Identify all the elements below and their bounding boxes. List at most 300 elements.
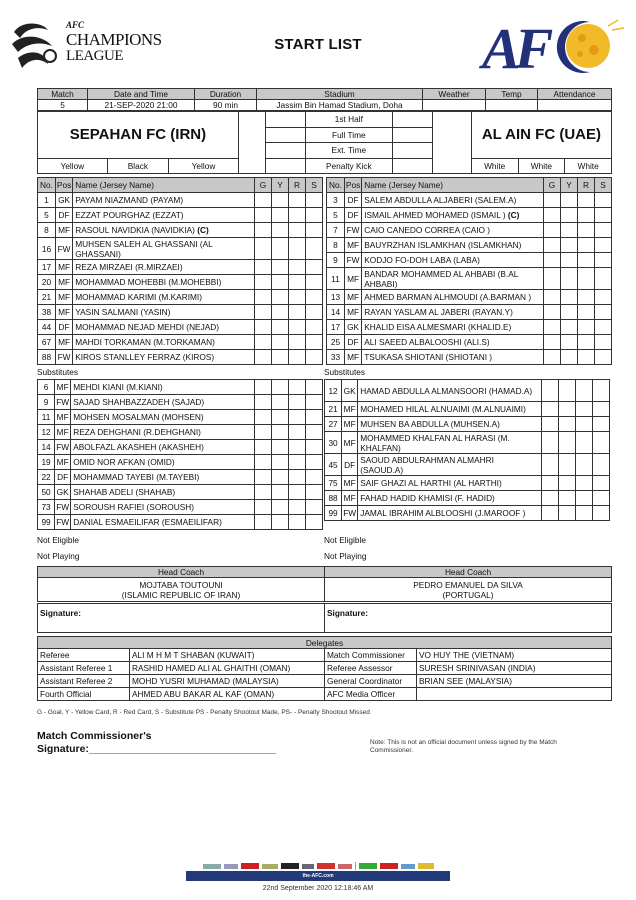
goal-cell bbox=[255, 305, 272, 320]
away-head-coach bbox=[325, 578, 612, 602]
away-kit-shirt: White bbox=[471, 158, 518, 174]
player-position: DF bbox=[55, 320, 72, 335]
delegate-row bbox=[38, 649, 612, 662]
away-substitutes-label: Substitutes bbox=[324, 367, 366, 377]
substitute-cell bbox=[594, 320, 611, 335]
player-name: AHMED BARMAN ALHMOUDI (A.BARMAN ) bbox=[362, 290, 544, 305]
red-card-cell bbox=[578, 320, 595, 335]
player-position: FW bbox=[55, 395, 71, 410]
header-duration: Duration bbox=[195, 89, 257, 100]
player-position: MF bbox=[342, 491, 358, 506]
yellow-card-cell bbox=[271, 470, 288, 485]
goal-cell bbox=[254, 410, 271, 425]
away-not-playing-label: Not Playing bbox=[324, 551, 367, 561]
yellow-card-cell bbox=[271, 440, 288, 455]
col-goal: G bbox=[544, 178, 561, 193]
substitute-cell bbox=[305, 320, 322, 335]
substitute-cell bbox=[305, 305, 322, 320]
col-no: No. bbox=[327, 178, 345, 193]
yellow-card-cell bbox=[271, 455, 288, 470]
substitute-cell bbox=[305, 223, 322, 238]
player-name bbox=[362, 208, 544, 223]
red-card-cell bbox=[288, 455, 305, 470]
header-stadium: Stadium bbox=[257, 89, 423, 100]
delegate-row bbox=[38, 675, 612, 688]
player-position: MF bbox=[344, 290, 361, 305]
home-ext-time-score bbox=[265, 143, 305, 159]
player-name: ALI SAEED ALBALOOSHI (ALI.S) bbox=[362, 335, 544, 350]
player-position: MF bbox=[55, 290, 72, 305]
red-card-cell bbox=[578, 238, 595, 253]
yellow-card-cell bbox=[272, 275, 289, 290]
substitute-cell bbox=[305, 440, 322, 455]
delegate-role: Assistant Referee 1 bbox=[38, 662, 130, 675]
period-penalty-kick: Penalty Kick bbox=[305, 158, 392, 174]
legend-text: G - Goal, Y - Yellow Card, R - Red Card, S - Substitute PS - Penalty Shootout Made, PS- - Penalty Shootout Missed bbox=[37, 709, 370, 716]
player-row bbox=[38, 395, 323, 410]
player-position: MF bbox=[342, 432, 358, 454]
player-number: 21 bbox=[38, 290, 56, 305]
substitute-cell bbox=[594, 305, 611, 320]
col-red: R bbox=[289, 178, 306, 193]
goal-cell bbox=[544, 238, 561, 253]
player-row bbox=[38, 223, 323, 238]
yellow-card-cell bbox=[561, 290, 578, 305]
substitute-cell bbox=[594, 335, 611, 350]
away-not-eligible-label: Not Eligible bbox=[324, 535, 366, 545]
player-number: 17 bbox=[327, 320, 345, 335]
player-number: 8 bbox=[327, 238, 345, 253]
red-card-cell bbox=[575, 402, 592, 417]
delegate-role: Referee bbox=[38, 649, 130, 662]
yellow-card-cell bbox=[272, 193, 289, 208]
player-row bbox=[327, 208, 612, 223]
player-number: 33 bbox=[327, 350, 345, 365]
player-number: 3 bbox=[327, 193, 345, 208]
player-row bbox=[327, 223, 612, 238]
sponsor-logo bbox=[302, 864, 314, 869]
header-temp: Temp bbox=[486, 89, 538, 100]
player-name: SAJAD SHAHBAZZADEH (SAJAD) bbox=[71, 395, 254, 410]
goal-cell bbox=[544, 350, 561, 365]
player-name: EZZAT POURGHAZ (EZZAT) bbox=[73, 208, 255, 223]
yellow-card-cell bbox=[272, 238, 289, 260]
substitute-cell bbox=[305, 193, 322, 208]
player-name: HAMAD ABDULLA ALMANSOORI (HAMAD.A) bbox=[358, 380, 541, 402]
captain-badge: (C) bbox=[507, 210, 520, 220]
substitute-cell bbox=[305, 470, 322, 485]
red-card-cell bbox=[289, 275, 306, 290]
player-number: 13 bbox=[327, 290, 345, 305]
player-number: 12 bbox=[38, 425, 55, 440]
match-stadium: Jassim Bin Hamad Stadium, Doha bbox=[257, 100, 423, 111]
yellow-card-cell bbox=[271, 425, 288, 440]
home-pk-score bbox=[265, 158, 305, 174]
goal-cell bbox=[255, 290, 272, 305]
delegate-row bbox=[38, 688, 612, 701]
printed-timestamp: 22nd September 2020 12:18:46 AM bbox=[262, 885, 374, 892]
substitute-cell bbox=[305, 395, 322, 410]
player-name-text: RASOUL NAVIDKIA (NAVIDKIA) bbox=[75, 225, 195, 235]
sponsor-logo bbox=[281, 863, 299, 869]
player-number: 7 bbox=[327, 223, 345, 238]
goal-cell bbox=[255, 320, 272, 335]
yellow-card-cell bbox=[272, 320, 289, 335]
yellow-card-cell bbox=[558, 402, 575, 417]
player-position: MF bbox=[342, 476, 358, 491]
player-number: 6 bbox=[38, 380, 55, 395]
player-row bbox=[325, 476, 610, 491]
red-card-cell bbox=[578, 208, 595, 223]
player-number: 19 bbox=[38, 455, 55, 470]
player-number: 16 bbox=[38, 238, 56, 260]
delegate-role: Match Commissioner bbox=[325, 649, 417, 662]
player-row bbox=[38, 275, 323, 290]
player-position: MF bbox=[342, 402, 358, 417]
sponsor-logo bbox=[224, 864, 238, 869]
player-number: 50 bbox=[38, 485, 55, 500]
substitute-cell bbox=[305, 455, 322, 470]
goal-cell bbox=[544, 223, 561, 238]
player-row bbox=[38, 410, 323, 425]
player-row bbox=[325, 402, 610, 417]
player-row bbox=[38, 193, 323, 208]
col-goal: G bbox=[255, 178, 272, 193]
player-row bbox=[327, 335, 612, 350]
red-card-cell bbox=[289, 305, 306, 320]
player-position: DF bbox=[344, 335, 361, 350]
delegate-role: Referee Assessor bbox=[325, 662, 417, 675]
col-red: R bbox=[578, 178, 595, 193]
sponsor-logos bbox=[186, 861, 450, 871]
yellow-card-cell bbox=[271, 485, 288, 500]
match-info-table bbox=[37, 88, 612, 111]
substitute-cell bbox=[592, 476, 609, 491]
player-number: 99 bbox=[38, 515, 55, 530]
home-kit-shorts: Black bbox=[107, 158, 168, 174]
away-pk-score bbox=[392, 158, 432, 174]
red-card-cell bbox=[288, 380, 305, 395]
match-number: 5 bbox=[38, 100, 88, 111]
player-name: SAOUD ABDULRAHMAN ALMAHRI (SAOUD.A) bbox=[358, 454, 541, 476]
player-number: 75 bbox=[325, 476, 342, 491]
away-coach-country: (PORTUGAL) bbox=[442, 589, 494, 600]
goal-cell bbox=[541, 491, 558, 506]
goal-cell bbox=[254, 470, 271, 485]
goal-cell bbox=[541, 380, 558, 402]
yellow-card-cell bbox=[558, 491, 575, 506]
substitute-cell bbox=[592, 402, 609, 417]
substitute-cell bbox=[305, 275, 322, 290]
goal-cell bbox=[254, 440, 271, 455]
player-number: 11 bbox=[327, 268, 345, 290]
away-coach-name: PEDRO EMANUEL DA SILVA bbox=[413, 579, 523, 590]
player-row bbox=[38, 485, 323, 500]
header-weather: Weather bbox=[423, 89, 486, 100]
goal-cell bbox=[254, 485, 271, 500]
player-number: 8 bbox=[38, 223, 56, 238]
yellow-card-cell bbox=[561, 335, 578, 350]
away-score-cell bbox=[432, 112, 471, 174]
player-number: 20 bbox=[38, 275, 56, 290]
sponsor-logo bbox=[203, 864, 221, 869]
player-position: GK bbox=[344, 320, 361, 335]
player-position: FW bbox=[344, 223, 361, 238]
player-row bbox=[38, 350, 323, 365]
yellow-card-cell bbox=[272, 350, 289, 365]
col-yellow: Y bbox=[272, 178, 289, 193]
sponsor-logo bbox=[401, 864, 415, 869]
yellow-card-cell bbox=[271, 380, 288, 395]
player-name: RAYAN YASLAM AL JABERI (RAYAN.Y) bbox=[362, 305, 544, 320]
sponsor-logo bbox=[380, 863, 398, 869]
player-position: DF bbox=[55, 208, 72, 223]
home-substitutes-table bbox=[37, 379, 323, 530]
yellow-card-cell bbox=[272, 305, 289, 320]
red-card-cell bbox=[289, 238, 306, 260]
player-position: FW bbox=[55, 515, 71, 530]
substitute-cell bbox=[305, 238, 322, 260]
red-card-cell bbox=[578, 290, 595, 305]
delegate-name bbox=[417, 688, 612, 701]
goal-cell bbox=[255, 275, 272, 290]
player-number: 12 bbox=[325, 380, 342, 402]
red-card-cell bbox=[289, 223, 306, 238]
goal-cell bbox=[541, 506, 558, 521]
mc-signature-label: Match Commissioner's bbox=[37, 730, 152, 742]
teams-score-table bbox=[37, 111, 612, 174]
away-head-coach-header: Head Coach bbox=[325, 567, 612, 578]
col-no: No. bbox=[38, 178, 56, 193]
player-number: 11 bbox=[38, 410, 55, 425]
player-position: FW bbox=[55, 440, 71, 455]
logo-champions-text: CHAMPIONS bbox=[66, 30, 162, 49]
substitute-cell bbox=[305, 208, 322, 223]
yellow-card-cell bbox=[561, 350, 578, 365]
goal-cell bbox=[254, 425, 271, 440]
afc-logo bbox=[478, 16, 628, 76]
delegate-name: VO HUY THE (VIETNAM) bbox=[417, 649, 612, 662]
player-number: 17 bbox=[38, 260, 56, 275]
sponsor-banner bbox=[186, 861, 450, 883]
afc-website-banner: the-AFC.com bbox=[186, 871, 450, 881]
delegates-header: Delegates bbox=[38, 637, 612, 649]
player-row bbox=[325, 432, 610, 454]
player-number: 38 bbox=[38, 305, 56, 320]
coach-signature-table bbox=[37, 603, 612, 633]
player-name: CAIO CANEDO CORREA (CAIO ) bbox=[362, 223, 544, 238]
player-name: MOHAMMAD KARIMI (M.KARIMI) bbox=[73, 290, 255, 305]
player-row bbox=[38, 305, 323, 320]
player-row bbox=[325, 506, 610, 521]
player-position: MF bbox=[55, 380, 71, 395]
yellow-card-cell bbox=[558, 506, 575, 521]
yellow-card-cell bbox=[561, 253, 578, 268]
match-weather bbox=[423, 100, 486, 111]
substitute-cell bbox=[305, 260, 322, 275]
red-card-cell bbox=[578, 350, 595, 365]
player-row bbox=[38, 455, 323, 470]
home-not-playing-label: Not Playing bbox=[37, 551, 80, 561]
red-card-cell bbox=[288, 425, 305, 440]
player-number: 73 bbox=[38, 500, 55, 515]
player-name: SOROUSH RAFIEI (SOROUSH) bbox=[71, 500, 254, 515]
substitute-cell bbox=[305, 515, 322, 530]
away-kit-socks: White bbox=[565, 158, 612, 174]
red-card-cell bbox=[578, 335, 595, 350]
player-name: MOHAMMAD NEJAD MEHDI (NEJAD) bbox=[73, 320, 255, 335]
home-team-name: SEPAHAN FC (IRN) bbox=[38, 112, 239, 159]
player-position: MF bbox=[55, 305, 72, 320]
red-card-cell bbox=[578, 193, 595, 208]
player-number: 5 bbox=[327, 208, 345, 223]
red-card-cell bbox=[289, 260, 306, 275]
substitute-cell bbox=[592, 506, 609, 521]
match-temp bbox=[486, 100, 538, 111]
player-position: MF bbox=[55, 455, 71, 470]
player-name: YASIN SALMANI (YASIN) bbox=[73, 305, 255, 320]
player-name: KIROS STANLLEY FERRAZ (KIROS) bbox=[73, 350, 255, 365]
player-position: FW bbox=[55, 500, 71, 515]
delegates-table bbox=[37, 636, 612, 701]
player-name: SHAHAB ADELI (SHAHAB) bbox=[71, 485, 254, 500]
period-1st-half: 1st Half bbox=[305, 112, 392, 128]
red-card-cell bbox=[578, 223, 595, 238]
home-head-coach bbox=[38, 578, 325, 602]
player-row bbox=[38, 238, 323, 260]
player-row bbox=[325, 454, 610, 476]
red-card-cell bbox=[289, 350, 306, 365]
sponsor-logo bbox=[262, 864, 278, 869]
substitute-cell bbox=[594, 253, 611, 268]
red-card-cell bbox=[578, 305, 595, 320]
substitute-cell bbox=[305, 425, 322, 440]
player-name: ABOLFAZL AKASHEH (AKASHEH) bbox=[71, 440, 254, 455]
player-number: 14 bbox=[38, 440, 55, 455]
yellow-card-cell bbox=[558, 380, 575, 402]
substitute-cell bbox=[592, 491, 609, 506]
logo-afc-text: AFC bbox=[66, 20, 85, 30]
delegate-role: General Coordinator bbox=[325, 675, 417, 688]
period-ext-time: Ext. Time bbox=[305, 143, 392, 159]
player-position: DF bbox=[344, 193, 361, 208]
page-title: START LIST bbox=[274, 36, 362, 53]
substitute-cell bbox=[305, 350, 322, 365]
player-row bbox=[38, 208, 323, 223]
red-card-cell bbox=[288, 515, 305, 530]
red-card-cell bbox=[575, 454, 592, 476]
player-number: 5 bbox=[38, 208, 56, 223]
goal-cell bbox=[544, 290, 561, 305]
player-position: MF bbox=[55, 275, 72, 290]
match-attendance bbox=[538, 100, 612, 111]
player-position: MF bbox=[344, 268, 361, 290]
substitute-cell bbox=[305, 335, 322, 350]
sponsor-divider bbox=[355, 862, 356, 870]
delegate-name: SURESH SRINIVASAN (INDIA) bbox=[417, 662, 612, 675]
substitute-cell bbox=[594, 208, 611, 223]
player-name: MOHAMMED KHALFAN AL HARASI (M. KHALFAN) bbox=[358, 432, 541, 454]
home-full-time-score bbox=[265, 127, 305, 143]
away-team-name: AL AIN FC (UAE) bbox=[471, 112, 611, 159]
goal-cell bbox=[544, 208, 561, 223]
substitute-cell bbox=[594, 193, 611, 208]
player-number: 27 bbox=[325, 417, 342, 432]
player-row bbox=[327, 253, 612, 268]
player-row bbox=[327, 268, 612, 290]
yellow-card-cell bbox=[558, 417, 575, 432]
yellow-card-cell bbox=[271, 395, 288, 410]
red-card-cell bbox=[288, 395, 305, 410]
player-row bbox=[327, 320, 612, 335]
player-name: SAIF GHAZI AL HARTHI (AL HARTHI) bbox=[358, 476, 541, 491]
player-row bbox=[325, 380, 610, 402]
home-not-eligible-label: Not Eligible bbox=[37, 535, 79, 545]
period-full-time: Full Time bbox=[305, 127, 392, 143]
player-name: MOHAMMAD TAYEBI (M.TAYEBI) bbox=[71, 470, 254, 485]
substitute-cell bbox=[594, 268, 611, 290]
player-position: MF bbox=[344, 350, 361, 365]
col-pos: Pos bbox=[55, 178, 72, 193]
home-kit-shirt: Yellow bbox=[38, 158, 108, 174]
goal-cell bbox=[541, 402, 558, 417]
col-name: Name (Jersey Name) bbox=[362, 178, 544, 193]
player-number: 9 bbox=[38, 395, 55, 410]
goal-cell bbox=[255, 238, 272, 260]
player-name bbox=[73, 223, 255, 238]
col-sub: S bbox=[305, 178, 322, 193]
sponsor-logo bbox=[241, 863, 259, 869]
delegate-name: AHMED ABU BAKAR AL KAF (OMAN) bbox=[130, 688, 325, 701]
goal-cell bbox=[254, 395, 271, 410]
substitute-cell bbox=[305, 485, 322, 500]
away-ext-time-score bbox=[392, 143, 432, 159]
red-card-cell bbox=[288, 440, 305, 455]
match-commissioner-signature bbox=[37, 730, 276, 756]
player-row bbox=[327, 290, 612, 305]
red-card-cell bbox=[575, 417, 592, 432]
col-sub: S bbox=[594, 178, 611, 193]
goal-cell bbox=[544, 268, 561, 290]
head-coach-table bbox=[37, 566, 612, 602]
away-substitutes-table bbox=[324, 379, 610, 521]
svg-text:AF: AF bbox=[482, 16, 548, 76]
delegate-name: MOHD YUSRI MUHAMAD (MALAYSIA) bbox=[130, 675, 325, 688]
yellow-card-cell bbox=[558, 476, 575, 491]
goal-cell bbox=[255, 223, 272, 238]
player-number: 88 bbox=[325, 491, 342, 506]
player-number: 25 bbox=[327, 335, 345, 350]
home-coach-signature: Signature: bbox=[38, 604, 325, 633]
goal-cell bbox=[254, 515, 271, 530]
header-match: Match bbox=[38, 89, 88, 100]
player-row bbox=[38, 380, 323, 395]
player-position: FW bbox=[344, 253, 361, 268]
red-card-cell bbox=[578, 268, 595, 290]
red-card-cell bbox=[289, 193, 306, 208]
col-name: Name (Jersey Name) bbox=[73, 178, 255, 193]
player-position: DF bbox=[344, 208, 361, 223]
player-position: FW bbox=[55, 350, 72, 365]
player-row bbox=[38, 470, 323, 485]
home-head-coach-header: Head Coach bbox=[38, 567, 325, 578]
goal-cell bbox=[544, 320, 561, 335]
sponsor-logo bbox=[359, 863, 377, 869]
player-number: 14 bbox=[327, 305, 345, 320]
player-number: 30 bbox=[325, 432, 342, 454]
player-row bbox=[327, 193, 612, 208]
yellow-card-cell bbox=[272, 223, 289, 238]
